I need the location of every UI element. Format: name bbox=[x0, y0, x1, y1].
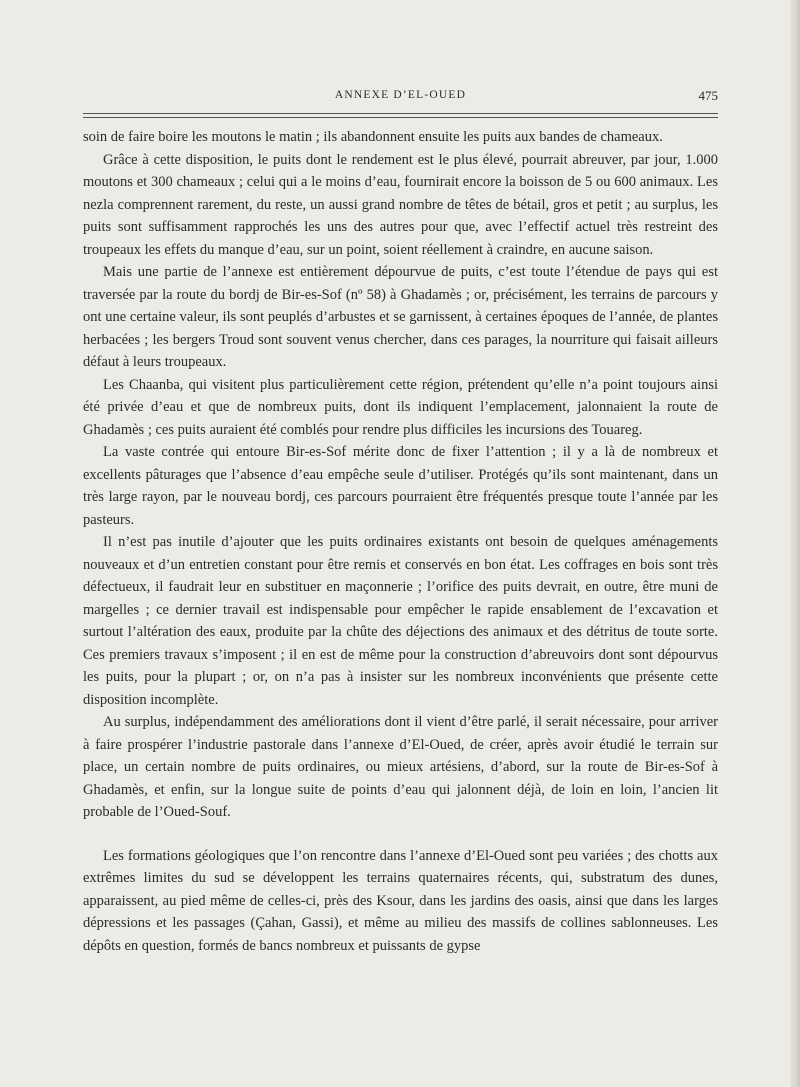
page-edge-shadow bbox=[790, 0, 800, 1087]
running-title: ANNEXE D’EL-OUED bbox=[334, 89, 467, 101]
paragraph-amenagements: Il n’est pas inutile d’ajouter que les puits ordinaires existants ont besoin de quelques aménagements nouveaux et d’un entretien constant pour être remis et conservés en bon état. Les coffrages en bois sont très défectueux, il faudrait leur en substituer en maçonnerie ; l’orifice des puits devrait, en outre, être muni de margelles ; ce dernier travail est indispensable pour empêcher le rapide ensablement de l’excavation et surtout l’altération des eaux, produite par la chûte des déjections des animaux et des détritus de toute sorte. Ces premiers travaux s’imposent ; il en est de même pour la construction d’abreuvoirs dont sont dépourvus les puits, pour la plupart ; or, on n’a pas à insister sur les nombreux inconvénients que présente cette disposition incomplète. bbox=[83, 534, 718, 708]
paragraph-bir-es-sof-route: Mais une partie de l’annexe est entièrement dépourvue de puits, c’est toute l’étendue de pays qui est traversée par la route du bordj de Bir-es-Sof (nº 58) à Ghadamès ; or, précisément, les terrains de parcours y ont une certaine valeur, ils sont peuplés d’arbustes et se garnissent, à certaines époques de l’année, de plantes herbacées ; les bergers Troud sont souvent venus chercher, dans ces parages, la nourriture qui faisait ailleurs défaut à leurs troupeaux. bbox=[83, 264, 718, 370]
paragraph-chaanba: Les Chaanba, qui visitent plus particulièrement cette région, prétendent qu’elle n’a point toujours ainsi été privée d’eau et que de nombreux puits, dont ils indiquent l’emplacement, jalonnaient la route de Ghadamès ; ces puits auraient été comblés pour rendre plus difficiles les incursions des Touareg. bbox=[83, 376, 718, 438]
paragraph-formations-geologiques: Les formations géologiques que l’on rencontre dans l’annexe d’El-Oued sont peu variées ; des chotts aux extrêmes limites du sud se développent les terrains quaternaires récents, qui, substratum des dunes, apparaissent, au pied même de celles-ci, près des Ksour, dans les jardins des oasis, ainsi que dans les larges dépressions et les passages (Çahan, Gassi), et même au milieu des massifs de collines sablonneuses. Les dépôts en question, formés de bancs nombreux et puissants de gypse bbox=[83, 847, 718, 954]
paragraph-puits-rendement: Grâce à cette disposition, le puits dont le rendement est le plus élevé, pourrait abreuver, par jour, 1.000 moutons et 300 chameaux ; celui qui a le moins d’eau, fournirait encore la boisson de 5 ou 600 animaux. Les nezla comprennent rarement, du reste, un aussi grand nombre de têtes de bétail, gros et petit ; au surplus, les puits sont suffisamment rapprochés les uns des autres pour que, avec l’effectif actuel très restreint des troupeaux les effets du manque d’eau, sur un point, soient réellement à craindre, en aucune saison. bbox=[83, 151, 718, 258]
header-rule bbox=[83, 113, 718, 118]
body-text bbox=[83, 126, 718, 957]
page-number: 475 bbox=[698, 88, 718, 103]
paragraph-continuation: soin de faire boire les moutons le matin ; ils abandonnent ensuite les puits aux bandes de chameaux. bbox=[83, 129, 663, 145]
page-header bbox=[83, 89, 718, 111]
paragraph-paturages: La vaste contrée qui entoure Bir-es-Sof mérite donc de fixer l’attention ; il y a là de nombreux et excellents pâturages que l’absence d’eau empêche seule d’utiliser. Protégés qu’ils sont maintenant, dans un très large rayon, par le nouveau bordj, ces parcours pourraient être fréquentés presque toute l’année par les pasteurs. bbox=[83, 444, 718, 528]
paragraph-ameliorations: Au surplus, indépendamment des améliorations dont il vient d’être parlé, il serait nécessaire, pour arriver à faire prospérer l’industrie pastorale dans l’annexe d’El-Oued, de créer, après avoir étudié le terrain sur place, un certain nombre de puits ordinaires, ou mieux artésiens, d’abord, sur la route de Bir-es-Sof à Ghadamès, et enfin, sur la longue suite de points d’eau qui jalonnent déjà, de loin en loin, l’ancien lit probable de l’Oued-Souf. bbox=[83, 714, 718, 820]
